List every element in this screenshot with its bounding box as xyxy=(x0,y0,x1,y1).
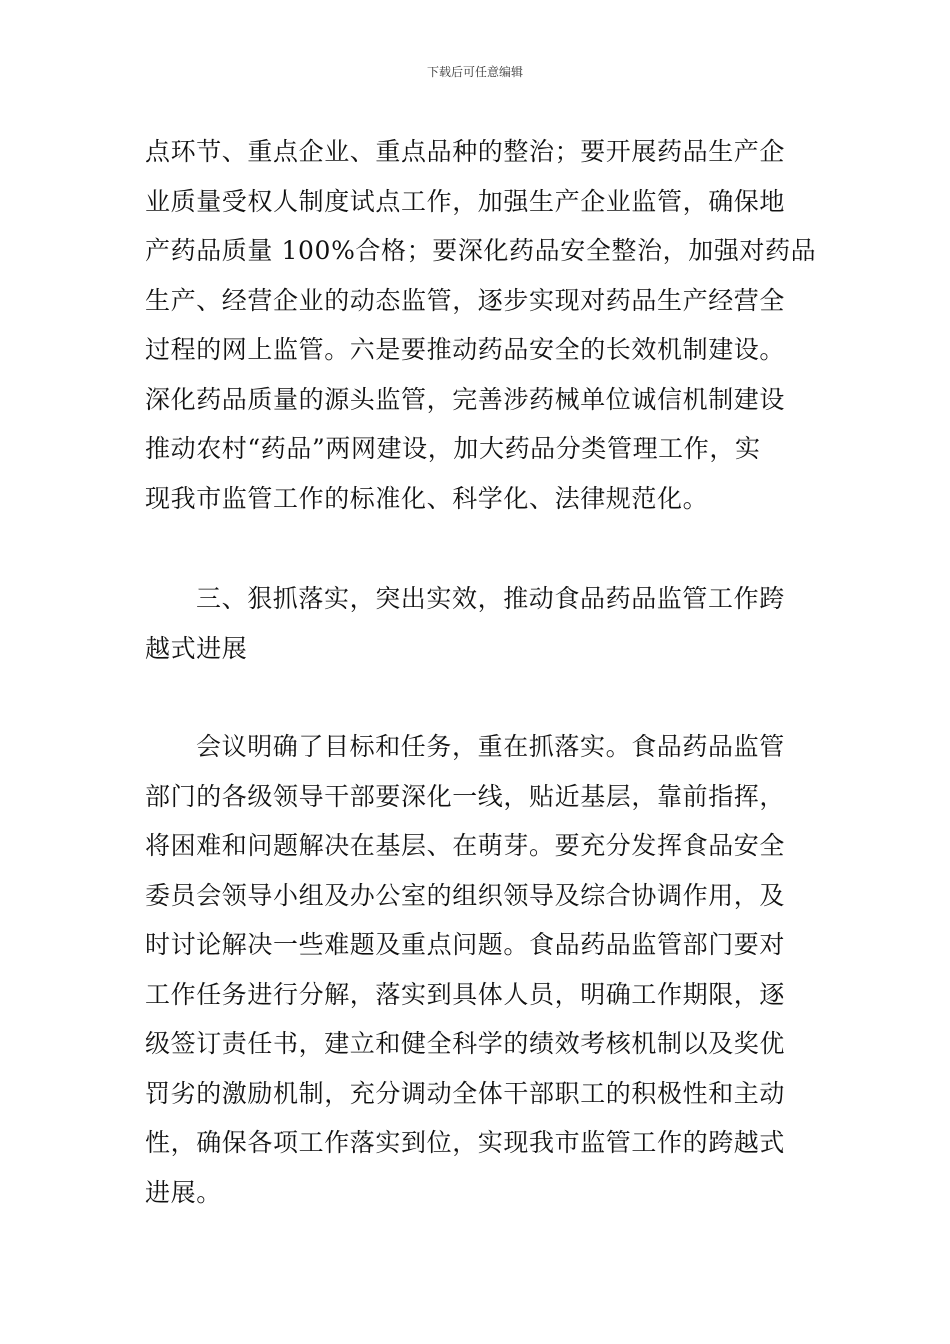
text-line: 过程的网上监管。六是要推动药品安全的长效机制建设。 xyxy=(145,335,786,364)
text-line: 罚劣的激励机制，充分调动全体干部职工的积极性和主动 xyxy=(145,1078,786,1108)
text-line: 点环节、重点企业、重点品种的整治；要开展药品生产企 xyxy=(145,137,786,166)
text-line: 深化药品质量的源头监管，完善涉药械单位诚信机制建设 xyxy=(145,384,786,414)
text-line: 工作任务进行分解，落实到具体人员，明确工作期限，逐 xyxy=(145,979,786,1009)
text-line: 部门的各级领导干部要深化一线，贴近基层，靠前指挥， xyxy=(145,781,786,811)
text-line: 时讨论解决一些难题及重点问题。食品药品监管部门要对 xyxy=(145,930,786,959)
text-line: 将困难和问题解决在基层、在萌芽。要充分发挥食品安全 xyxy=(145,831,786,860)
page-header: 下载后可任意编辑 xyxy=(426,65,523,79)
section-heading xyxy=(145,574,810,673)
text-line: 生产、经营企业的动态监管，逐步实现对药品生产经营全 xyxy=(145,285,786,315)
text-line: 推动农村“药品”两网建设，加大药品分类管理工作，实 xyxy=(145,434,761,463)
text-line: 产药品质量 100%合格；要深化药品安全整治，加强对药品 xyxy=(145,236,817,265)
text-line: 会议明确了目标和任务，重在抓落实。食品药品监管 xyxy=(196,732,785,761)
text-line: 委员会领导小组及办公室的组织领导及综合协调作用，及 xyxy=(145,880,786,910)
paragraph-drug-regulation xyxy=(145,127,817,523)
paragraph-implementation xyxy=(145,722,810,1217)
text-line: 性，确保各项工作落实到位，实现我市监管工作的跨越式 xyxy=(145,1128,786,1157)
heading-line: 越式进展 xyxy=(145,633,248,663)
text-line: 现我市监管工作的标准化、科学化、法律规范化。 xyxy=(145,483,709,513)
heading-line: 三、狠抓落实，突出实效，推动食品药品监管工作跨 xyxy=(196,584,785,613)
text-line: 进展。 xyxy=(145,1177,222,1207)
text-line: 业质量受权人制度试点工作，加强生产企业监管，确保地 xyxy=(145,186,786,216)
text-line: 级签订责任书，建立和健全科学的绩效考核机制以及奖优 xyxy=(145,1029,786,1058)
